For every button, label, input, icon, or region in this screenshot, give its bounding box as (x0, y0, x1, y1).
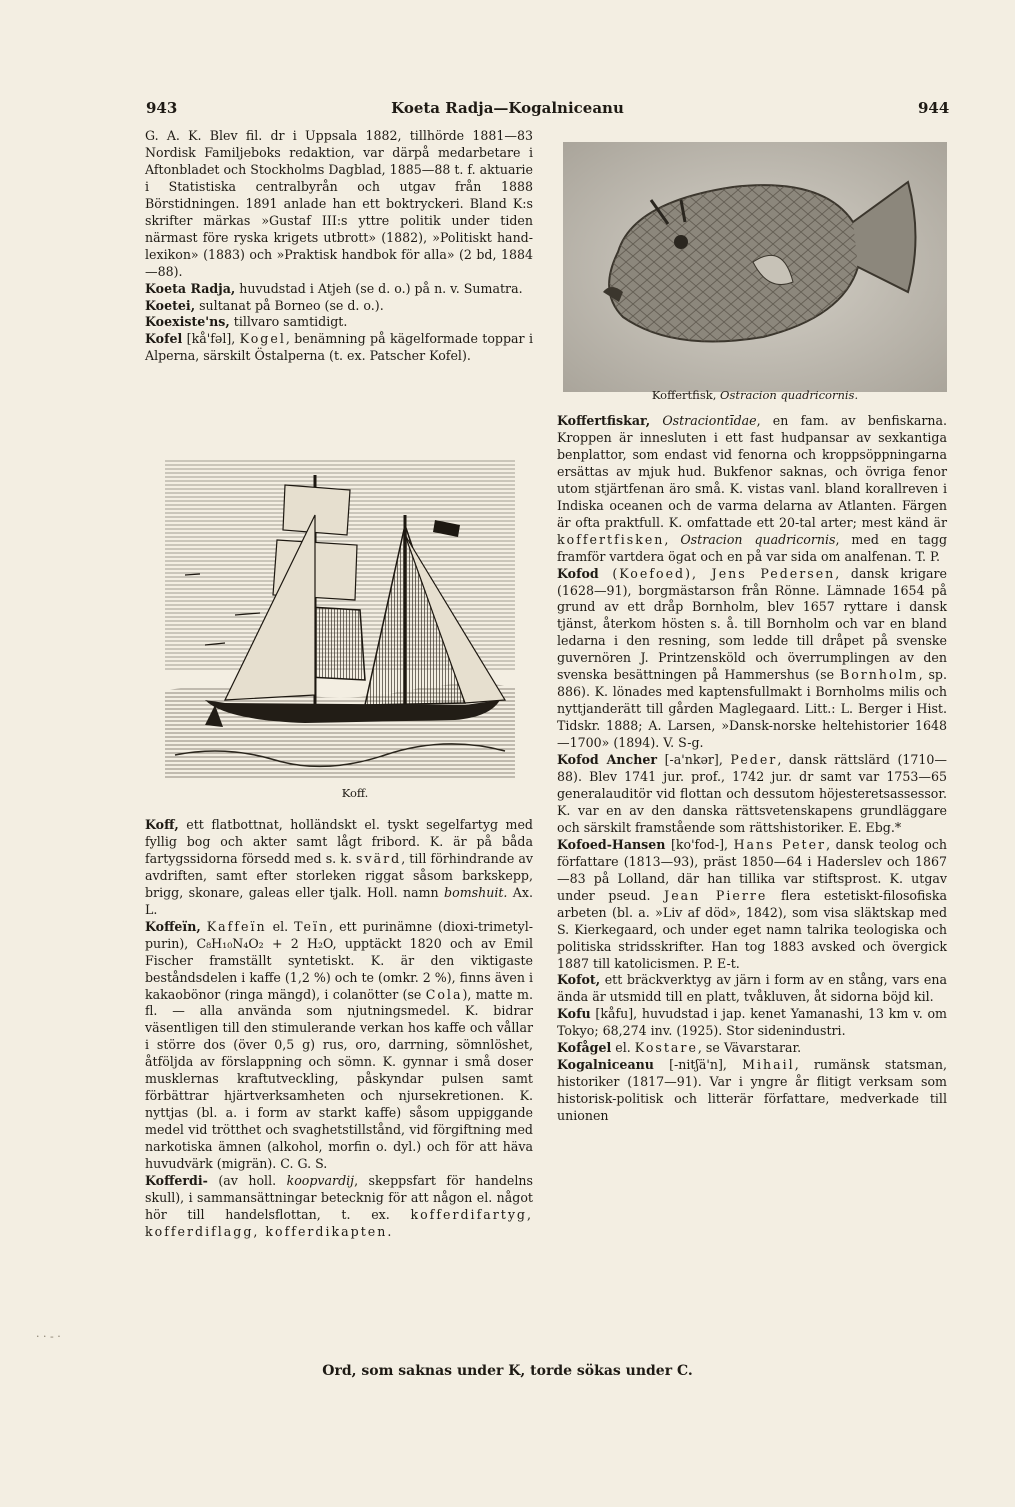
headword-kofot: Kofot, (557, 972, 601, 988)
entry-text: , en fam. av benfiskarna. Kroppen är innesluten i ett fast hudpansar av sexkantiga benplattor, som endast vid fenorna och kroppsöppningarna ersättas av mjuk hud. Bukfenor saknas, och övriga fenor utom stjärtfenan äro små. K. vistas vanl. bland korallreven i Indiska oceanen och de varma delarna av Atlanten. Färgen är ofta praktfull. K. omfattade ett 20-tal arter; mest känd är (557, 413, 947, 530)
alt-name: Teïn (294, 918, 330, 934)
headword-koexistens: Koexiste'ns, (145, 314, 230, 330)
entry-text: , rumänsk statsman, historiker (1817—91). Var i yngre år flitigt verksam som historisk-politisk och litterär författare, medverkade till unionen (557, 1057, 947, 1124)
examples: kofferdifartyg, kofferdiflagg, kofferdikapten. (145, 1206, 533, 1239)
entry-text: sultanat på Borneo (se d. o.). (195, 297, 384, 313)
headword-kofod: Kofod (557, 565, 599, 581)
pronunciation: [-a'nkər], (657, 752, 731, 768)
entry-kofod-ancher (557, 752, 947, 837)
koff-ship-illustration (165, 455, 515, 780)
alt-name: Kaffeïn (206, 918, 267, 934)
pronunciation: [-nitʃä'n], (653, 1057, 743, 1073)
author-signature: E. Ebg.* (844, 819, 902, 835)
entry-text: , dansk rättslärd (1710—88). Blev 1741 jur. prof., 1742 jur. dr samt var 1753—65 generalauditör vid flottan och dessutom höjesteretsassessor. K. var en av den danska rättsvetenskapens grundläggare och särskilt framstående som rättshistoriker. (557, 752, 948, 835)
entry-kofu (557, 1006, 947, 1040)
ship-caption: Koff. (341, 786, 369, 800)
entry-text: , med en tagg framför vartdera ögat och en på var sida om analfenan. (557, 531, 948, 564)
headword-koffein: Koffeïn, (145, 918, 201, 934)
entry-kochen-continuation: G. A. K. Blev fil. dr i Uppsala 1882, tillhörde 1881—83 Nordisk Familjeboks redaktion, var därpå medarbetare i Aftonbladet och Stockholms Dagblad, 1885—88 t. f. aktuarie i Statistiska centralbyrån och utgav från 1888 Börstidningen. 1891 anlade han ett boktryckeri. Bland K:s skrifter märkas »Gustaf III:s yttre politik under tiden närmast före ryska krigets utbrott» (1882), »Politiskt hand-lexikon» (1883) och »Praktisk handbok för alla» (2 bd, 1884—88). (145, 128, 533, 279)
latin-name: Ostraciontīdae (662, 413, 757, 428)
author-signature: V. S-g. (659, 735, 704, 751)
page-number-left: 943 (146, 99, 178, 117)
running-title: Koeta Radja—Kogalniceanu (391, 99, 624, 117)
entry-text: , skeppsfart för handelns skull), i sammansättningar betecknig för att någon el. något hör till handelsflottan, t. ex. (145, 1173, 533, 1222)
entry-kofoed-hansen (557, 837, 947, 973)
entry-kofot (557, 972, 947, 1006)
entry-text: , benämning på kägelformade toppar i Alperna, särskilt Östalperna (t. ex. Patscher Kofel). (145, 331, 533, 364)
term: svärd (356, 850, 402, 866)
headword-kogalniceanu: Kogalniceanu (557, 1057, 654, 1073)
alt-name: Kostare (634, 1040, 698, 1056)
caption-text: Koffertfisk, (651, 388, 721, 402)
entry-kofferdi (145, 1173, 533, 1241)
entry-koetei (145, 298, 533, 315)
headword-kofagel: Kofågel (557, 1040, 612, 1056)
entry-koffein (145, 919, 533, 1173)
headword-koffertfiskar: Koffertfiskar, (557, 413, 651, 428)
person-name: Hans Peter (733, 836, 827, 852)
headword-kofoed-hansen: Kofoed-Hansen (557, 836, 666, 852)
alt-name: Kogel (239, 331, 286, 347)
author-signature: T. P. (911, 548, 940, 564)
entry-text: , se Vävarstarar. (697, 1040, 802, 1056)
entry-text: (av holl. (207, 1173, 287, 1189)
footer-note: Ord, som saknas under K, torde sökas under C. (322, 1363, 693, 1379)
entry-kofagel (557, 1040, 947, 1057)
entry-text: , dansk krigare (1628—91), borgmästarson från Rönne. Lämnade 1654 på grund av ett dråp Bornholm, blev 1657 ryttare i dansk tjänst, återkom hösten s. å. till Bornholm och var en bland ledarna i den resning, som ledde till dråpet på svenske guvernören J. Printzensköld och överrumplingen av den svenska besättningen på Hammershus (se (557, 565, 947, 683)
person-name: Jens Pedersen (711, 565, 836, 581)
entry-text: [kåfu], huvudstad i jap. kenet Yamanashi, 13 km v. om Tokyo; 68,274 inv. (1925). Stor sidenindustri. (557, 1006, 947, 1039)
dutch-term: bomshuit. (444, 884, 508, 900)
entry-text: , (664, 531, 681, 547)
entry-koffertfiskar (557, 413, 947, 566)
caption-latin: Ostracion quadricornis. (720, 388, 859, 402)
headword-kofu: Kofu (557, 1006, 591, 1022)
entry-text: tillvaro samtidigt. (229, 314, 348, 330)
pseudonym: Jean Pierre (664, 887, 768, 903)
author-signature: C. G. S. (276, 1156, 328, 1172)
entry-text: , sp. 886). K. lönades med kaptensfullmakt i Bornholms milis och nyttjanderätt till gården Maglegaard. Litt.: L. Berger i Hist. Tidskr. 1888; A. Larsen, »Dansk-norske heltehistorier 1648—1700» (1894). (557, 667, 947, 751)
cross-reference: Bornholm (839, 667, 919, 683)
cross-reference: Cola (425, 986, 463, 1002)
headword-koetei: Koetei, (145, 297, 196, 313)
entry-kogalniceanu (557, 1057, 947, 1125)
pronunciation: [ko'fod-], (665, 836, 734, 852)
dutch-term: koopvardij (286, 1173, 355, 1189)
entry-koff (145, 817, 533, 919)
entry-koexistens (145, 314, 533, 331)
page-number-right: 944 (918, 99, 950, 117)
right-column (557, 413, 947, 1125)
left-column-upper (145, 128, 533, 365)
margin-mark: · · - · (36, 1330, 61, 1343)
entry-text: el. (266, 918, 295, 934)
headword-kofel: Kofel (145, 331, 183, 347)
pronunciation: [kå'fəl], (182, 331, 240, 347)
person-name: Mihail (742, 1057, 795, 1073)
entry-kofel (145, 331, 533, 365)
author-signature: Ax. L. (145, 884, 533, 917)
entry-text: el. (611, 1040, 635, 1056)
entry-text: , till förhindrande av avdriften, samt efter storleken riggat såsom barkskepp, brigg, skonare, galeas eller tjalk. Holl. namn (145, 850, 533, 900)
entry-koeta-radja (145, 281, 533, 298)
author-signature: P. E-t. (699, 955, 740, 971)
latin-name: Ostracion quadricornis (680, 531, 836, 547)
entry-text: ett flatbottnat, holländskt el. tyskt segelfartyg med fyllig bog och akter samt lågt fribord. K. är på båda fartygssidorna försedd med s. k. (145, 817, 533, 866)
left-column-lower (145, 817, 533, 1241)
headword-koff: Koff, (145, 817, 179, 832)
entry-text: , dansk teolog och författare (1813—93), präst 1850—64 i Haderslev och 1867—83 på Lolland, där han tillika var stiftsprost. K. utgav under pseud. (557, 836, 947, 903)
entry-kofod (557, 566, 947, 752)
entry-text: flera estetiskt-filosofiska arbeten (bl. a. »Liv af död», 1842), som visa släktskap med S. Kierkegaard, och under eget namn talrika teologiska och politiska stridsskrifter. Han tog 1883 avsked och övergick 1887 till katolicismen. (557, 887, 947, 971)
entry-text: huvudstad i Atjeh (se d. o.) på n. v. Sumatra. (235, 280, 523, 296)
entry-text: ), matte m. fl. — alla använda som njutningsmedel. K. bidrar väsentligen till den stimulerande verkan hos kaffe och vållar i större dos (över 0,5 g) rus, oro, darrning, sömnlöshet, åtföljda av förslappning och sömn. K. gynnar i små doser musklernas kraftutveckling, påskyndar pulsen samt förbättrar hjärtverksamheten och njursekretionen. K. nyttjas (bl. a. i form av starkt kaffe) såsom uppiggande medel vid trötthet och svaghetstillstånd, vid förgiftning med narkotiska ämnen (alkohol, morfin o. dyl.) och för att häva huvudvärk (migrän). (145, 986, 533, 1172)
alt-name: (Koefoed), (598, 565, 712, 581)
entry-text: , ett purinämne (dioxi-trimetyl-purin), C₈H₁₀N₄O₂ + 2 H₂O, upptäckt 1820 och av Emil Fischer framställt syntetiskt. K. är den viktigaste beståndsdelen i kaffe (1,2 %) och te (omkr. 2 %), finns även i kakaobönor (ringa mängd), i colanötter (se (145, 918, 533, 1002)
headword-kofferdi: Kofferdi- (145, 1173, 208, 1189)
term: koffertfisken (557, 531, 665, 547)
koffertfisk-illustration (563, 132, 947, 402)
fish-caption (563, 388, 947, 402)
person-name: Peder (730, 752, 778, 768)
entry-text: ett bräckverktyg av järn i form av en stång, vars ena ända är utsmidd till en platt, tvåkluven, åt sidorna böjd kil. (557, 972, 947, 1005)
headword-koeta-radja: Koeta Radja, (145, 280, 236, 296)
headword-kofod-ancher: Kofod Ancher (557, 752, 658, 768)
